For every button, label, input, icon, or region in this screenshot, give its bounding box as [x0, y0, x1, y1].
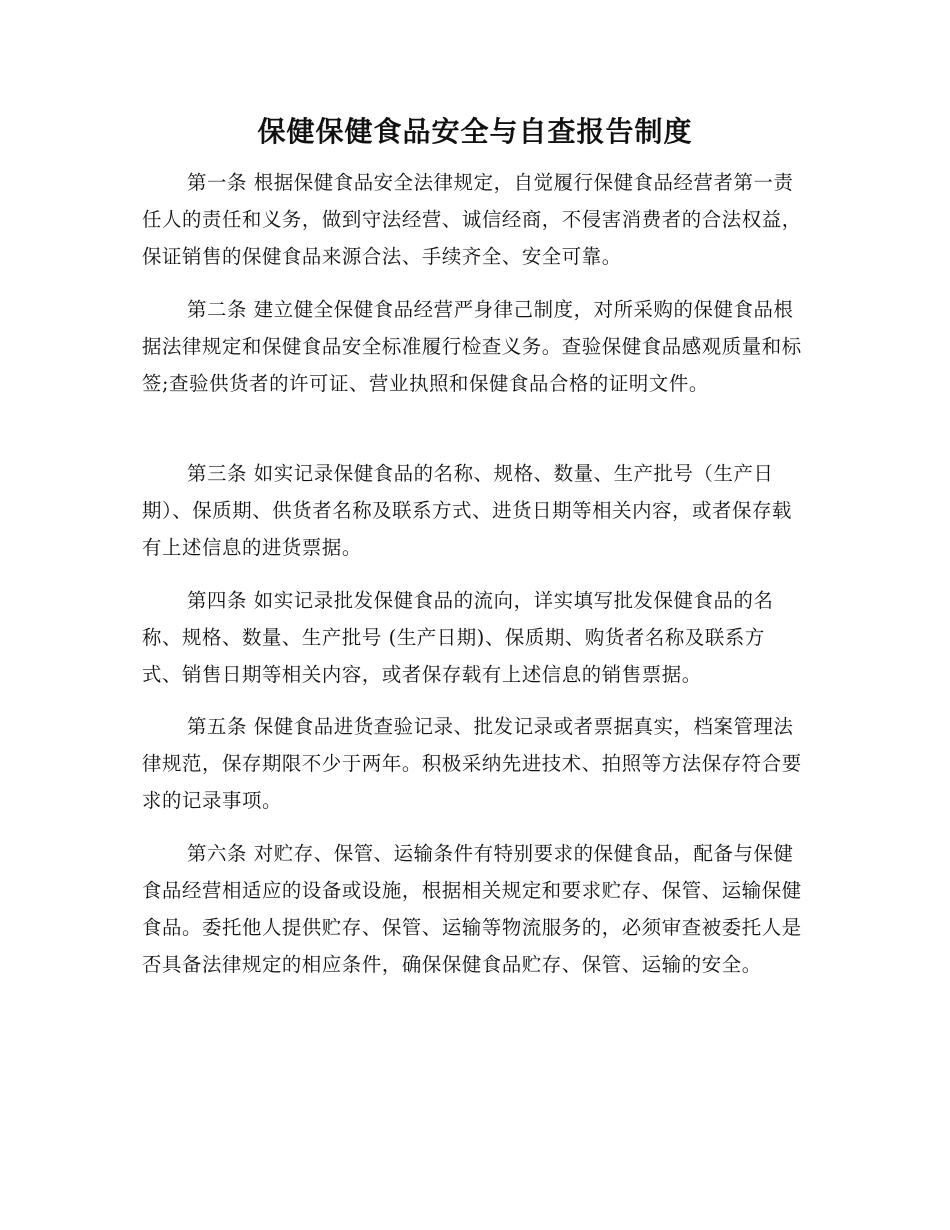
- article-4: 第四条 如实记录批发保健食品的流向，详实填写批发保健食品的名称、规格、数量、生产批号 (生产日期)、保质期、购货者名称及联系方式、销售日期等相关内容，或者保存载有上述信息的销售票据。: [142, 589, 774, 686]
- article-3: 第三条 如实记录保健食品的名称、规格、数量、生产批号（生产日期）、保质期、供货者名称及联系方式、进货日期等相关内容，或者保存载有上述信息的进货票据。: [142, 462, 792, 559]
- article-6: 第六条 对贮存、保管、运输条件有特别要求的保健食品，配备与保健食品经营相适应的设备或设施，根据相关规定和要求贮存、保管、运输保健食品。委托他人提供贮存、保管、运输等物流服务的，必须审查被委托人是否具备法律规定的相应条件，确保保健食品贮存、保管、运输的安全。: [142, 842, 802, 976]
- document-title: 保健保健食品安全与自查报告制度: [257, 115, 693, 148]
- article-1: 第一条 根据保健食品安全法律规定，自觉履行保健食品经营者第一责任人的责任和义务，做到守法经营、诚信经商，不侵害消费者的合法权益，保证销售的保健食品来源合法、手续齐全、安全可靠。: [142, 171, 802, 268]
- article-2: 第二条 建立健全保健食品经营严身律己制度，对所采购的保健食品根据法律规定和保健食品安全标准履行检查义务。查验保健食品感观质量和标签;查验供货者的许可证、营业执照和保健食品合格的证明文件。: [142, 298, 802, 395]
- article-5: 第五条 保健食品进货查验记录、批发记录或者票据真实，档案管理法律规范，保存期限不少于两年。积极采纳先进技术、拍照等方法保存符合要求的记录事项。: [142, 715, 802, 812]
